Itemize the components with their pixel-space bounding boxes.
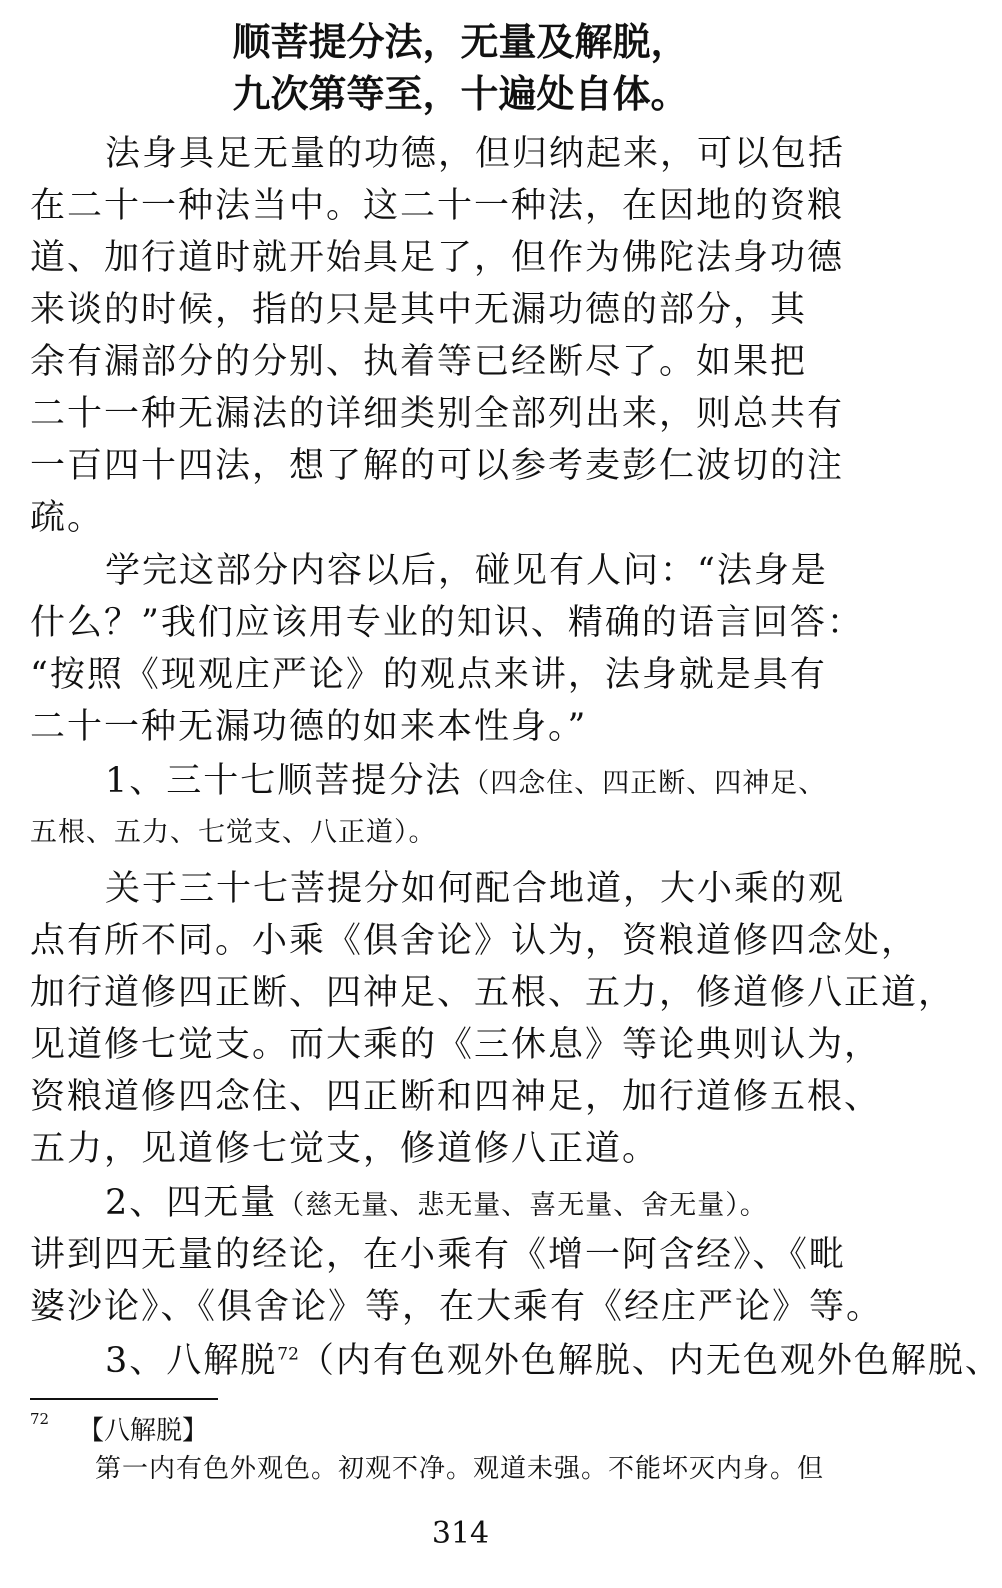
section-heading-1 xyxy=(105,755,890,810)
footnote-divider xyxy=(30,1398,218,1400)
section-heading-2-title: 2、四无量 xyxy=(105,1183,278,1223)
body-line: 什么？”我们应该用专业的知识、精确的语言回答： xyxy=(30,603,864,643)
body-line: 疏。 xyxy=(30,498,105,538)
body-line: 在二十一种法当中。这二十一种法，在因地的资粮 xyxy=(30,186,845,226)
body-line: 见道修七觉支。而大乘的《三休息》等论典则认为， xyxy=(30,1025,882,1065)
body-line: 余有漏部分的分别、执着等已经断尽了。如果把 xyxy=(30,342,808,382)
section-heading-1-note-cont: 五根、五力、七觉支、八正道）。 xyxy=(30,817,437,848)
verse-line-2: 九次第等至，十遍处自体。 xyxy=(232,72,689,116)
body-line: 道、加行道时就开始具足了，但作为佛陀法身功德 xyxy=(30,238,845,278)
body-line: “按照《现观庄严论》的观点来讲，法身就是具有 xyxy=(30,655,827,695)
section-heading-2-note: （慈无量、悲无量、喜无量、舍无量）。 xyxy=(277,1190,768,1221)
body-line: 加行道修四正断、四神足、五根、五力，修道修八正道， xyxy=(30,973,956,1013)
body-line: 一百四十四法，想了解的可以参考麦彭仁波切的注 xyxy=(30,446,845,486)
page-number: 314 xyxy=(431,1516,490,1551)
footnote-number: 72 xyxy=(30,1410,50,1428)
body-line: 婆沙论》、《俱舍论》等，在大乘有《经庄严论》等。 xyxy=(30,1287,884,1327)
body-line: 学完这部分内容以后，碰见有人问：“法身是 xyxy=(105,551,828,591)
body-line: 来谈的时候，指的只是其中无漏功德的部分，其 xyxy=(30,290,808,330)
body-line: 资粮道修四念住、四正断和四神足，加行道修五根、 xyxy=(30,1077,882,1117)
body-line: 二十一种无漏功德的如来本性身。” xyxy=(30,707,588,747)
footnote-ref[interactable]: 72 xyxy=(277,1344,299,1365)
body-line: 讲到四无量的经论，在小乘有《增一阿含经》、《毗 xyxy=(30,1235,847,1275)
section-heading-1-title: 1、三十七顺菩提分法 xyxy=(105,761,463,801)
footnote-text: 第一内有色外观色。初观不净。观道未强。不能坏灭内身。但 xyxy=(95,1454,825,1484)
body-line: 五力，见道修七觉支，修道修八正道。 xyxy=(30,1129,660,1169)
section-heading-3 xyxy=(105,1335,1002,1387)
verse-line-1: 顺菩提分法，无量及解脱， xyxy=(232,20,689,64)
body-line: 点有所不同。小乘《俱舍论》认为，资粮道修四念处， xyxy=(30,921,919,961)
section-heading-3-note: （内有色观外色解脱、内无色观外色解脱、 xyxy=(298,1341,1002,1381)
section-heading-2 xyxy=(105,1177,890,1232)
section-heading-3-title: 3、八解脱 xyxy=(105,1341,278,1381)
body-line: 法身具足无量的功德，但归纳起来，可以包括 xyxy=(105,134,846,174)
body-line: 二十一种无漏法的详细类别全部列出来，则总共有 xyxy=(30,394,845,434)
section-heading-1-note: （四念住、四正断、四神足、 xyxy=(462,768,827,799)
footnote-title: 【八解脱】 xyxy=(78,1416,209,1446)
body-line: 关于三十七菩提分如何配合地道，大小乘的观 xyxy=(105,869,846,909)
